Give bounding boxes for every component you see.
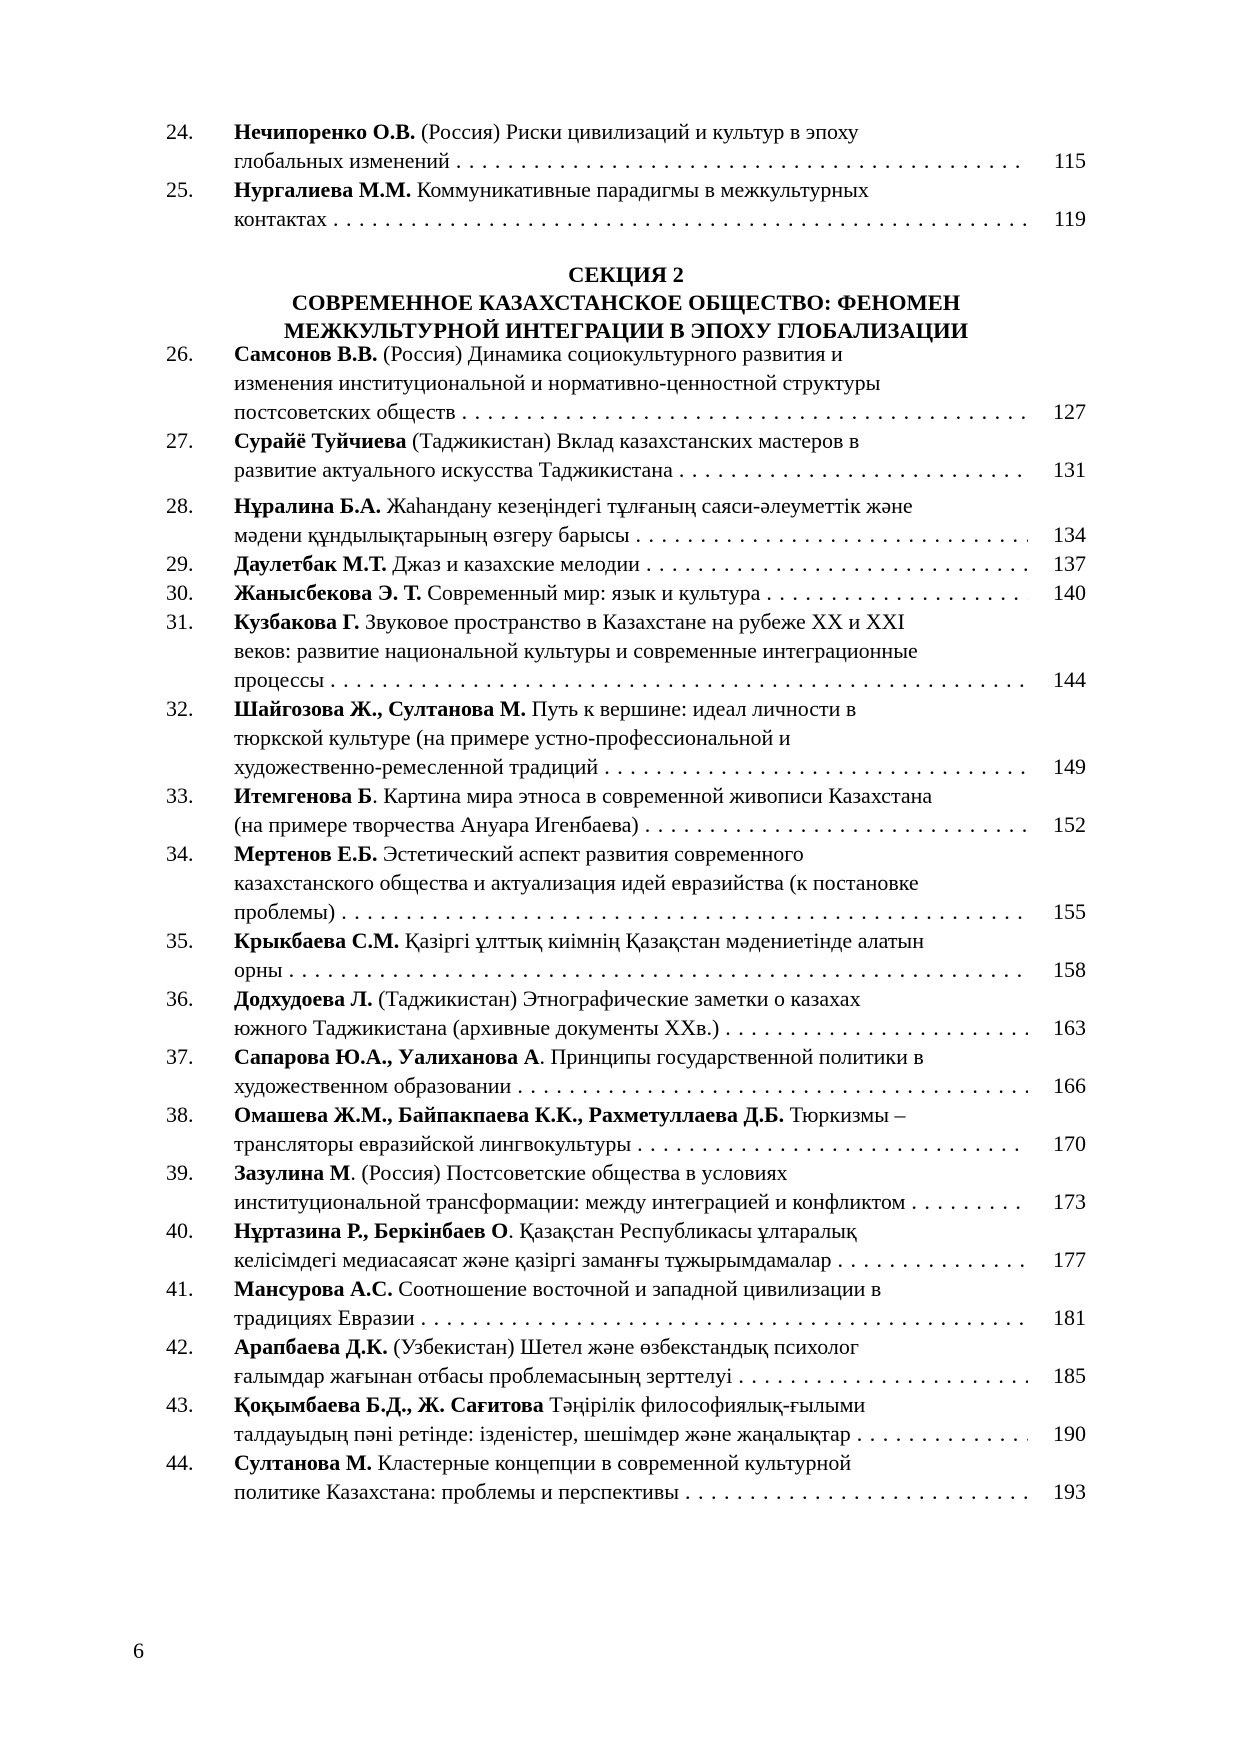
toc-entry-line	[166, 1303, 1086, 1332]
toc-entry	[166, 491, 1086, 549]
entry-title-text: Звуковое пространство в Казахстане на рубеже XX и XXI	[359, 609, 905, 634]
entry-text	[234, 783, 932, 808]
entry-number: 32.	[166, 696, 194, 721]
entry-author: Омашева Ж.М., Байпакпаева К.К., Рахметуллаева Д.Б.	[234, 1102, 785, 1127]
entry-author: Нұртазина Р., Беркінбаев О	[234, 1218, 509, 1243]
entry-text	[234, 520, 630, 549]
toc-entry	[166, 607, 1086, 694]
dot-leader	[911, 1187, 1028, 1216]
entry-title-text: Жаһандану кезеңіндегі тұлғаның саяси-әлеуметтік және	[381, 493, 913, 518]
dot-leader	[636, 520, 1028, 549]
toc-entry-line	[166, 1361, 1086, 1390]
entry-number: 37.	[166, 1044, 194, 1069]
entry-page-number: 177	[1053, 1247, 1086, 1272]
entry-title-text: талдауыдың пәні ретінде: ізденістер, шешімдер және жаңалықтар	[234, 1421, 851, 1446]
entry-text	[234, 897, 335, 926]
toc-entry-line	[166, 1013, 1086, 1042]
entry-title-text: контактах	[234, 206, 328, 231]
entry-title-text: изменения институциональной и нормативно-ценностной структуры	[234, 370, 881, 395]
entry-title-text: . (Россия) Постсоветские общества в условиях	[350, 1160, 788, 1185]
entry-text	[234, 1218, 857, 1243]
entry-text	[234, 397, 456, 426]
entry-title-text: южного Таджикистана (архивные документы XXв.)	[234, 1015, 720, 1040]
toc-entry-line	[166, 955, 1086, 984]
toc-entry-line	[166, 636, 1086, 665]
toc-entry	[166, 1390, 1086, 1448]
entry-number: 33.	[166, 783, 194, 808]
toc-entry-line	[166, 1477, 1086, 1506]
entry-title-text: (на примере творчества Ануара Игенбаева)	[234, 812, 639, 837]
entry-author: Шайгозова Ж., Султанова М.	[234, 696, 527, 721]
toc-entry-line	[166, 426, 1086, 455]
entry-page-number: 134	[1053, 522, 1086, 547]
entry-text	[234, 428, 859, 453]
dot-leader	[646, 549, 1028, 578]
dot-leader	[685, 1477, 1028, 1506]
entry-text	[234, 1102, 905, 1127]
toc-entry-line	[166, 578, 1086, 607]
toc-entry	[166, 1448, 1086, 1506]
toc-entry-line	[166, 520, 1086, 549]
toc-entry	[166, 926, 1086, 984]
dot-leader	[766, 578, 1028, 607]
entry-author: Итемгенова Б	[234, 783, 373, 808]
entry-text	[234, 841, 804, 866]
entry-number: 24.	[166, 119, 194, 144]
entry-page-number: 190	[1053, 1421, 1086, 1446]
toc-entry-line	[166, 1129, 1086, 1158]
entry-text	[234, 119, 859, 144]
entry-text	[234, 341, 843, 366]
entry-text	[234, 1276, 881, 1301]
entry-text	[234, 955, 283, 984]
entry-spacer	[166, 484, 1086, 491]
entry-author: Зазулина М	[234, 1160, 351, 1185]
toc-entry-line	[166, 368, 1086, 397]
entry-author: Қоқымбаева Б.Д., Ж. Сағитова	[234, 1392, 544, 1417]
toc-list-section-2	[166, 339, 1086, 1506]
entry-page-number: 158	[1053, 957, 1086, 982]
dot-leader	[333, 204, 1028, 233]
entry-title-text: постсоветских обществ	[234, 399, 456, 424]
entry-text	[234, 1303, 415, 1332]
entry-text	[234, 1419, 851, 1448]
dot-leader	[421, 1303, 1028, 1332]
entry-page-number: 173	[1053, 1189, 1086, 1214]
dot-leader	[456, 146, 1028, 175]
entry-author: Жанысбекова Э. Т.	[234, 580, 422, 605]
entry-number: 44.	[166, 1450, 194, 1475]
entry-title-text: процессы	[234, 667, 325, 692]
entry-page-number: 185	[1053, 1363, 1086, 1388]
entry-author: Арапбаева Д.К.	[234, 1334, 388, 1359]
entry-title-text: Тюркизмы –	[784, 1102, 906, 1127]
toc-entry-line	[166, 549, 1086, 578]
toc-entry-line	[166, 491, 1086, 520]
entry-author: Даулетбак М.Т.	[234, 551, 387, 576]
entry-text	[234, 986, 861, 1011]
entry-title-text: проблемы)	[234, 899, 336, 924]
entry-text	[234, 549, 640, 578]
entry-author: Нечипоренко О.В.	[234, 119, 416, 144]
section-heading	[166, 261, 1086, 345]
toc-entry-line	[166, 1390, 1086, 1419]
entry-page-number: 193	[1053, 1479, 1086, 1504]
entry-title-text: веков: развитие национальной культуры и современные интеграционные	[234, 638, 918, 663]
toc-entry-line	[166, 1216, 1086, 1245]
entry-title-text: трансляторы евразийской лингвокультуры	[234, 1131, 632, 1156]
toc-entry	[166, 1216, 1086, 1274]
entry-number: 43.	[166, 1392, 194, 1417]
entry-text	[234, 1129, 631, 1158]
toc-entry-line	[166, 339, 1086, 368]
entry-title-text: казахстанского общества и актуализация идей евразийства (к постановке	[234, 870, 919, 895]
entry-text	[234, 204, 327, 233]
section-title-line-2: МЕЖКУЛЬТУРНОЙ ИНТЕГРАЦИИ В ЭПОХУ ГЛОБАЛИЗАЦИИ	[283, 318, 969, 343]
entry-text	[234, 638, 918, 663]
entry-number: 26.	[166, 341, 194, 366]
toc-entry-line	[166, 897, 1086, 926]
page-number: 6	[133, 1638, 144, 1663]
entry-title-text: мәдени құндылықтарының өзгеру барысы	[234, 522, 630, 547]
entry-title-text: келісімдегі медиасаясат және қазіргі заманғы тұжырымдамалар	[234, 1247, 832, 1272]
entry-text	[234, 370, 880, 395]
toc-entry	[166, 1332, 1086, 1390]
toc-entry	[166, 1158, 1086, 1216]
entry-title-text: Современный мир: язык и культура	[421, 580, 761, 605]
dot-leader	[637, 1129, 1028, 1158]
entry-page-number: 140	[1053, 580, 1086, 605]
entry-number: 40.	[166, 1218, 194, 1243]
entry-text	[234, 870, 919, 895]
entry-author: Нургалиева М.М.	[234, 177, 412, 202]
toc-entry-line	[166, 1100, 1086, 1129]
entry-text	[234, 810, 639, 839]
entry-title-text: (Россия) Динамика социокультурного развития и	[377, 341, 843, 366]
entry-title-text: Қазіргі ұлттық киімнің Қазақстан мәдениетінде алатын	[399, 928, 924, 953]
entry-author: Сапарова Ю.А., Уалиханова А	[234, 1044, 540, 1069]
toc-entry-line	[166, 868, 1086, 897]
entry-title-text: (Россия) Риски цивилизаций и культур в эпоху	[415, 119, 859, 144]
entry-page-number: 144	[1053, 667, 1086, 692]
toc-list-top	[166, 117, 1086, 233]
toc-entry	[166, 339, 1086, 426]
entry-title-text: институциональной трансформации: между интеграцией и конфликтом	[234, 1189, 906, 1214]
entry-title-text: политике Казахстана: проблемы и перспективы	[234, 1479, 679, 1504]
entry-text	[234, 752, 598, 781]
entry-number: 31.	[166, 609, 194, 634]
entry-title-text: художественно-ремесленной традиций	[234, 754, 599, 779]
dot-leader	[517, 1071, 1028, 1100]
toc-entry	[166, 839, 1086, 926]
entry-title-text: . Қазақстан Республикасы ұлтаралық	[508, 1218, 857, 1243]
entry-author: Додхудоева Л.	[234, 986, 373, 1011]
entry-number: 35.	[166, 928, 194, 953]
entry-text	[234, 146, 450, 175]
toc-entry	[166, 175, 1086, 233]
entry-author: Самсонов В.В.	[234, 341, 378, 366]
entry-number: 25.	[166, 177, 194, 202]
toc-entry-line	[166, 1187, 1086, 1216]
entry-title-text: (Таджикистан) Вклад казахстанских мастеров в	[406, 428, 860, 453]
entry-title-text: Путь к вершине: идеал личности в	[526, 696, 857, 721]
entry-author: Крыкбаева С.М.	[234, 928, 400, 953]
dot-leader	[725, 1013, 1028, 1042]
entry-text	[234, 665, 324, 694]
entry-page-number: 137	[1053, 551, 1086, 576]
entry-author: Мертенов Е.Б.	[234, 841, 378, 866]
toc-entry-line	[166, 1042, 1086, 1071]
entry-title-text: . Принципы государственной политики в	[539, 1044, 924, 1069]
entry-text	[234, 578, 760, 607]
toc-entry-line	[166, 781, 1086, 810]
toc-entry-line	[166, 607, 1086, 636]
entry-title-text: художественном образовании	[234, 1073, 512, 1098]
entry-text	[234, 1160, 788, 1185]
entry-text	[234, 1450, 851, 1475]
entry-number: 28.	[166, 493, 194, 518]
toc-entry-line	[166, 117, 1086, 146]
entry-title-text: развитие актуального искусства Таджикистана	[234, 457, 673, 482]
toc-entry	[166, 781, 1086, 839]
toc-entry-line	[166, 694, 1086, 723]
entry-title-text: Коммуникативные парадигмы в межкультурных	[411, 177, 869, 202]
entry-number: 38.	[166, 1102, 194, 1127]
entry-text	[234, 696, 856, 721]
toc-entry	[166, 426, 1086, 484]
entry-page-number: 155	[1053, 899, 1086, 924]
entry-number: 30.	[166, 580, 194, 605]
dot-leader	[679, 455, 1028, 484]
toc-entry-line	[166, 1245, 1086, 1274]
toc-entry-line	[166, 397, 1086, 426]
entry-author: Нұралина Б.А.	[234, 493, 382, 518]
section-label: СЕКЦИЯ 2	[568, 262, 684, 287]
toc-entry	[166, 1042, 1086, 1100]
toc-entry	[166, 984, 1086, 1042]
entry-title-text: Тәңірілік философиялық-ғылыми	[543, 1392, 866, 1417]
entry-text	[234, 1334, 859, 1359]
entry-author: Султанова М.	[234, 1450, 372, 1475]
entry-page-number: 166	[1053, 1073, 1086, 1098]
entry-author: Кузбакова Г.	[234, 609, 360, 634]
entry-text	[234, 1013, 719, 1042]
entry-page-number: 163	[1053, 1015, 1086, 1040]
entry-text	[234, 609, 905, 634]
entry-author: Мансурова А.С.	[234, 1276, 393, 1301]
toc-entry-line	[166, 1419, 1086, 1448]
section-title-line-1: СОВРЕМЕННОЕ КАЗАХСТАНСКОЕ ОБЩЕСТВО: ФЕНОМЕН	[291, 290, 961, 315]
dot-leader	[857, 1419, 1028, 1448]
toc-entry-line	[166, 455, 1086, 484]
entry-text	[234, 1044, 924, 1069]
dot-leader	[462, 397, 1028, 426]
entry-text	[234, 455, 673, 484]
entry-page-number: 152	[1053, 812, 1086, 837]
toc-entry-line	[166, 665, 1086, 694]
toc-entry	[166, 117, 1086, 175]
entry-number: 34.	[166, 841, 194, 866]
entry-text	[234, 1392, 865, 1417]
entry-text	[234, 928, 924, 953]
entry-page-number: 127	[1053, 399, 1086, 424]
entry-number: 29.	[166, 551, 194, 576]
entry-number: 41.	[166, 1276, 194, 1301]
entry-text	[234, 1071, 511, 1100]
entry-text	[234, 1477, 679, 1506]
toc-entry	[166, 1274, 1086, 1332]
entry-text	[234, 1187, 905, 1216]
entry-page-number: 119	[1053, 206, 1086, 231]
entry-title-text: глобальных изменений	[234, 148, 450, 173]
toc-entry-line	[166, 1274, 1086, 1303]
toc-entry-line	[166, 839, 1086, 868]
entry-page-number: 181	[1053, 1305, 1086, 1330]
entry-number: 39.	[166, 1160, 194, 1185]
toc-entry-line	[166, 1158, 1086, 1187]
dot-leader	[330, 665, 1028, 694]
dot-leader	[604, 752, 1028, 781]
toc-entry-line	[166, 926, 1086, 955]
entry-title-text: традициях Евразии	[234, 1305, 415, 1330]
entry-number: 36.	[166, 986, 194, 1011]
entry-text	[234, 493, 913, 518]
dot-leader	[837, 1245, 1028, 1274]
toc-entry	[166, 1100, 1086, 1158]
entry-number: 42.	[166, 1334, 194, 1359]
toc-entry-line	[166, 175, 1086, 204]
entry-title-text: Эстетический аспект развития современного	[377, 841, 804, 866]
toc-entry-line	[166, 146, 1086, 175]
toc-entry	[166, 578, 1086, 607]
entry-title-text: ғалымдар жағынан отбасы проблемасының зерттелуі	[234, 1363, 733, 1388]
toc-entry	[166, 549, 1086, 578]
toc-entry-line	[166, 204, 1086, 233]
dot-leader	[738, 1361, 1028, 1390]
dot-leader	[341, 897, 1028, 926]
entry-page-number: 149	[1053, 754, 1086, 779]
toc-entry-line	[166, 1332, 1086, 1361]
entry-title-text: Джаз и казахские мелодии	[386, 551, 640, 576]
dot-leader	[645, 810, 1028, 839]
entry-text	[234, 177, 869, 202]
entry-text	[234, 725, 791, 750]
entry-page-number: 170	[1053, 1131, 1086, 1156]
toc-entry	[166, 694, 1086, 781]
toc-entry-line	[166, 1071, 1086, 1100]
entry-title-text: (Узбекистан) Шетел және өзбекстандық психолог	[387, 1334, 859, 1359]
entry-number: 27.	[166, 428, 194, 453]
entry-title-text: тюркской культуре (на примере устно-профессиональной и	[234, 725, 791, 750]
toc-entry-line	[166, 723, 1086, 752]
toc-entry-line	[166, 810, 1086, 839]
entry-text	[234, 1245, 831, 1274]
entry-text	[234, 1361, 732, 1390]
entry-title-text: . Картина мира этноса в современной живописи Казахстана	[372, 783, 933, 808]
entry-title-text: (Таджикистан) Этнографические заметки о казахах	[372, 986, 861, 1011]
entry-title-text: Соотношение восточной и западной цивилизации в	[392, 1276, 882, 1301]
toc-entry-line	[166, 984, 1086, 1013]
entry-page-number: 131	[1053, 457, 1086, 482]
dot-leader	[289, 955, 1028, 984]
entry-title-text: Кластерные концепции в современной культурной	[371, 1450, 852, 1475]
toc-entry-line	[166, 1448, 1086, 1477]
toc-entry-line	[166, 752, 1086, 781]
entry-title-text: орны	[234, 957, 283, 982]
entry-author: Сурайё Туйчиева	[234, 428, 407, 453]
entry-page-number: 115	[1053, 148, 1086, 173]
